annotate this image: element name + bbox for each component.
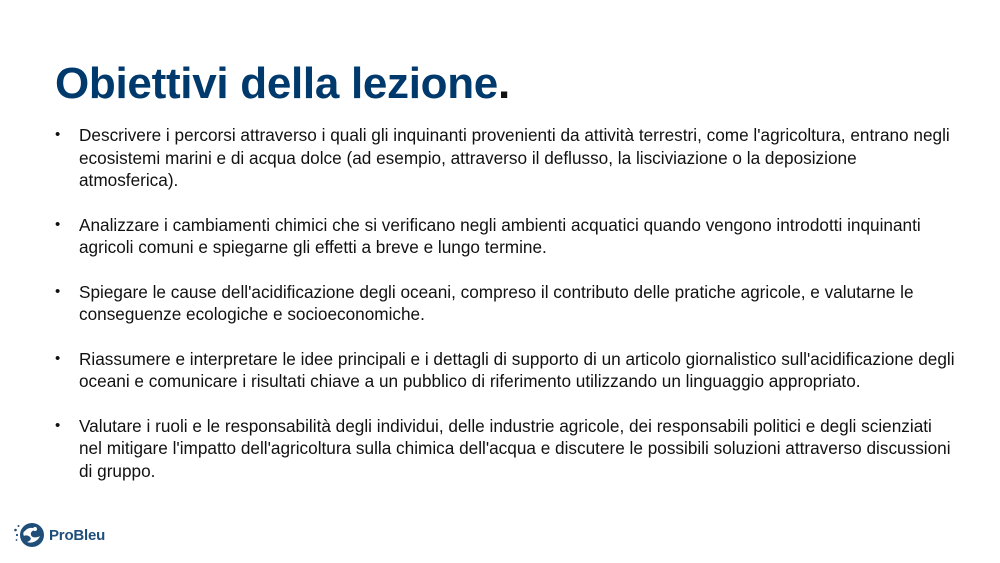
objective-text: Descrivere i percorsi attraverso i quali gli inquinanti provenienti da attività terrestri, come l'agricoltura, entrano negli ecosistemi marini e di acqua dolce (ad esempio, attraverso il deflusso, la lisciviazione o la deposizione atmosferica). [79,125,950,190]
objective-text: Riassumere e interpretare le idee principali e i dettagli di supporto di un articolo giornalistico sull'acidificazione degli oceani e comunicare i risultati chiave a un pubblico di riferimento utilizzando un linguaggio appropriato. [79,348,955,391]
objective-text: Spiegare le cause dell'acidificazione degli oceani, compreso il contributo delle pratiche agricole, e valutarne le conseguenze ecologiche e socioeconomiche. [79,281,914,324]
slide-title-period: . [497,59,510,108]
slide-title-text: Obiettivi della lezione [55,59,498,108]
objective-item [55,214,955,259]
slide-title [55,56,510,112]
brand-name: ProBleu [49,526,106,544]
objectives-list [55,124,955,504]
bullet-icon: • [55,349,61,367]
bullet-icon: • [55,126,61,143]
probleu-globe-logo-icon [13,521,45,549]
objective-text: Valutare i ruoli e le responsabilità degli individui, delle industrie agricole, dei responsabili politici e degli scienziati nel mitigare l'impatto dell'agricoltura sulla chimica dell'acqua e discutere le possibili soluzioni attraverso discussioni di gruppo. [79,415,951,481]
bullet-icon: • [55,416,61,434]
bullet-icon: • [55,282,61,300]
brand-logo [13,521,105,549]
objective-item [55,124,955,192]
bullet-icon: • [55,215,61,233]
objective-item [55,348,955,393]
objective-text: Analizzare i cambiamenti chimici che si verificano negli ambienti acquatici quando vengono introdotti inquinanti agricoli comuni e spiegarne gli effetti a breve e lungo termine. [79,214,921,257]
objective-item [55,281,955,326]
objective-item [55,415,955,483]
